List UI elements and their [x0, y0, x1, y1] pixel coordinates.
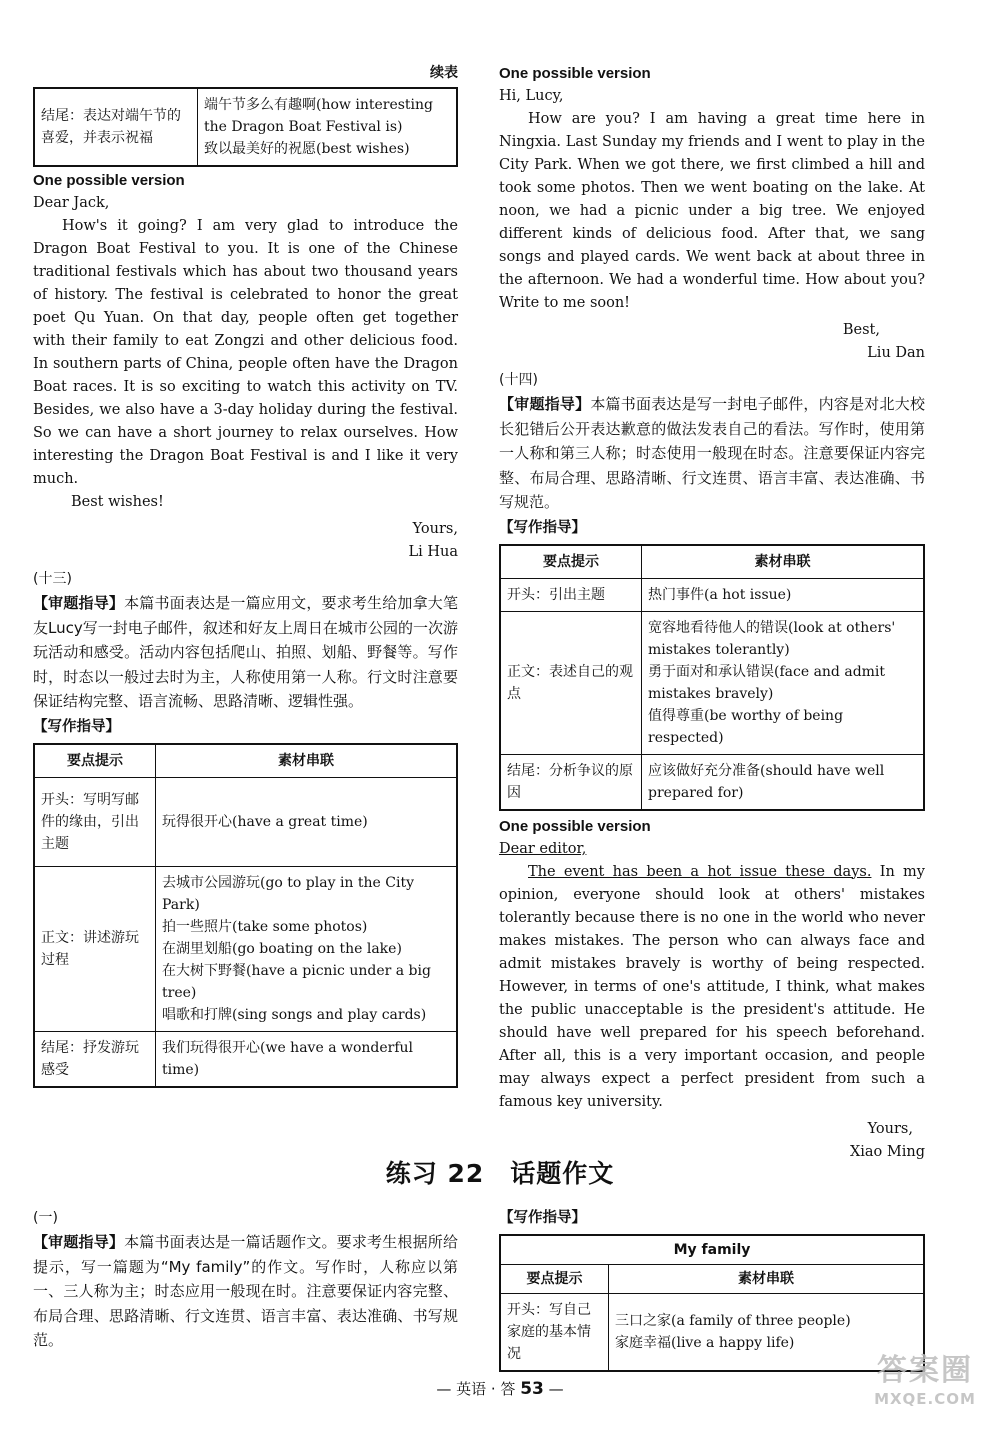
- material-line: 拍一些照片(take some photos): [162, 918, 368, 935]
- table-row: [500, 611, 924, 754]
- writing-guide-label: 【写作指导】: [499, 519, 586, 536]
- material-line: 在大树下野餐(have a picnic under a big tree): [162, 962, 431, 1001]
- material-line: 勇于面对和承认错误(face and admit mistakes bravely): [648, 663, 886, 702]
- bottom-right-column: [499, 1207, 925, 1372]
- table-material-cell: [156, 1031, 458, 1087]
- table-key-cell: 开头：写明写邮件的缘由，引出主题: [34, 777, 156, 866]
- page-footer: [0, 1378, 1000, 1401]
- section-number: (十三): [33, 571, 72, 587]
- guide-label: 【审题指导】: [33, 594, 125, 612]
- continued-table: [33, 87, 458, 167]
- material-line: 宽容地看待他人的错误(look at others' mistakes tolerantly): [648, 619, 896, 658]
- version-heading: One possible version: [499, 65, 651, 82]
- table-row: [34, 866, 457, 1031]
- review-guide: [33, 1230, 458, 1353]
- writing-guide-table: [33, 743, 458, 1088]
- material-line: 唱歌和打牌(sing songs and play cards): [162, 1006, 427, 1023]
- version-heading: One possible version: [33, 172, 185, 189]
- sign-name: Xiao Ming: [849, 1143, 925, 1160]
- material-line: 值得尊重(be worthy of being respected): [648, 707, 844, 746]
- table-row: [500, 754, 924, 810]
- table-material-cell: [198, 88, 458, 166]
- table-header-row: [500, 1265, 924, 1294]
- table-header: 素材串联: [642, 545, 925, 579]
- table-header-row: [34, 744, 457, 778]
- salutation: Hi, Lucy,: [499, 88, 564, 104]
- watermark-logo: [860, 1352, 990, 1424]
- guide-text: 本篇书面表达是一篇应用文，要求考生给加拿大笔友Lucy写一封电子邮件，叙述和好友上周日在城市公园的一次游玩活动和感受。活动内容包括爬山、拍照、划船、野餐等。写作时，时态以一般过去时为主，人称使用第一人称。行文时注意要保证结构完整、语言流畅、思路清晰、逻辑性强。: [33, 594, 458, 710]
- material-line: 去城市公园游玩(go to play in the City Park): [162, 874, 414, 913]
- section-number: (一): [33, 1210, 58, 1226]
- letter-body: In my opinion, everyone should look at others' mistakes tolerantly because there is no one in the world who never makes mistakes. The person who can always face and admit mistakes bravely is worthy of being respected. However, in terms of one's attitude, I think, what makes the public unacceptable is the president's attitude. He should have well prepared for his speech beforehand. After all, this is a very important occasion, and people may always expect a perfect president from such a famous key university.: [499, 863, 925, 1110]
- table-material-cell: [642, 754, 925, 810]
- letter-paragraph: How are you? I am having a great time here in Ningxia. Last Sunday my friends and I went to play in the City Park. When we got there, we first climbed a hill and took some photos. Then we went boating on the lake. At noon, we had a picnic under a big tree. We enjoyed different kinds of delicious food. After that, we sang songs and played cards. We went back at about three in the afternoon. We had a wonderful time. How about you? Write to me soon!: [499, 111, 925, 311]
- guide-label: 【审题指导】: [499, 395, 591, 413]
- material-line: 在湖里划船(go boating on the lake): [162, 940, 402, 957]
- material-line: 我们玩得很开心(we have a wonderful time): [162, 1039, 414, 1078]
- exercise-number: 练习 22: [385, 1159, 485, 1188]
- table-caption-row: [500, 1235, 924, 1265]
- table-key-cell: 正文：表述自己的观点: [500, 611, 642, 754]
- writing-guide-table: [499, 544, 925, 811]
- page-number: 53: [520, 1379, 544, 1399]
- section-number: (十四): [499, 372, 538, 388]
- table-row: [34, 1031, 457, 1087]
- table-key-cell: 结尾：分析争议的原因: [500, 754, 642, 810]
- material-line: 三口之家(a family of three people): [615, 1313, 851, 1329]
- sign-yours: Yours,: [867, 1120, 913, 1137]
- material-line: 玩得很开心(have a great time): [162, 813, 368, 830]
- table-material-cell: [156, 866, 458, 1031]
- exercise-topic: 话题作文: [510, 1159, 615, 1188]
- material-line: 热门事件(a hot issue): [648, 586, 792, 603]
- salutation: Dear Jack,: [33, 195, 110, 211]
- review-guide: [499, 392, 925, 515]
- letter-paragraph: How's it going? I am very glad to introduce the Dragon Boat Festival to you. It is one of the Chinese traditional festivals which has about two thousand years of history. The festival is celebrated to honor the great poet Qu Yuan. On that day, people often get together with their family to eat Zongzi and other delicious food. In southern parts of China, people often have the Dragon Boat races. It is so exciting to watch this activity on TV. Besides, we also have a 3-day holiday during the festival. So we can have a short journey to relax ourselves. How interesting the Dragon Boat Festival is and I like it very much.: [33, 218, 458, 487]
- footer-subject: — 英语 · 答: [436, 1380, 516, 1398]
- salutation: Dear editor,: [499, 840, 587, 857]
- material-line: 端午节多么有趣啊(how interesting the Dragon Boat Festival is): [204, 97, 433, 135]
- sign-yours: Yours,: [412, 521, 458, 537]
- writing-guide-label: 【写作指导】: [499, 1210, 586, 1226]
- left-column: [33, 62, 458, 1088]
- table-key-cell: 结尾：表达对端午节的喜爱，并表示祝福: [34, 88, 198, 166]
- table-header: 素材串联: [609, 1265, 925, 1294]
- watermark-bottom: MXQE.COM: [874, 1390, 976, 1408]
- table-header-row: [500, 545, 924, 579]
- table-caption: My family: [500, 1235, 924, 1265]
- right-column: [499, 62, 925, 1164]
- exercise-title: [0, 1159, 1000, 1188]
- material-line: 应该做好充分准备(should have well prepared for): [648, 762, 885, 801]
- table-header: 素材串联: [156, 744, 458, 778]
- table-key-cell: 正文：讲述游玩过程: [34, 866, 156, 1031]
- continued-label: 续表: [430, 65, 458, 81]
- writing-guide-label: 【写作指导】: [33, 718, 120, 735]
- table-key-cell: 结尾：抒发游玩感受: [34, 1031, 156, 1087]
- sign-best: Best,: [842, 322, 880, 338]
- guide-text: 本篇书面表达是写一封电子邮件，内容是对北大校长犯错后公开表达歉意的做法发表自己的看法。写作时，使用第一人称和第三人称；时态使用一般现在时态。注意要保证内容完整、布局合理、思路清晰、行文连贯、语言丰富、表达准确、书写规范。: [499, 395, 925, 511]
- letter-paragraph: [499, 861, 925, 1114]
- table-header: 要点提示: [500, 1265, 609, 1294]
- table-material-cell: [156, 777, 458, 866]
- version-heading: One possible version: [499, 817, 651, 835]
- table-material-cell: [642, 578, 925, 611]
- table-row: [500, 578, 924, 611]
- sign-name: Liu Dan: [867, 345, 925, 361]
- guide-label: 【审题指导】: [33, 1233, 125, 1251]
- table-key-cell: 开头：写自己家庭的基本情况: [500, 1294, 609, 1372]
- closing-line: Best wishes!: [71, 494, 164, 510]
- table-header: 要点提示: [34, 744, 156, 778]
- table-row: [34, 777, 457, 866]
- material-line: 家庭幸福(live a happy life): [615, 1335, 795, 1351]
- table-row: [34, 88, 457, 166]
- first-sentence: The event has been a hot issue these days.: [528, 863, 872, 880]
- bottom-left-column: [33, 1207, 458, 1353]
- table-key-cell: 开头：引出主题: [500, 578, 642, 611]
- table-material-cell: [642, 611, 925, 754]
- footer-dash: —: [548, 1380, 564, 1398]
- sign-name: Li Hua: [408, 544, 458, 560]
- guide-text: 本篇书面表达是一篇话题作文。要求考生根据所给提示，写一篇题为“My family”的作文。写作时，人称应以第一、三人称为主；时态应用一般现在时。注意要保证内容完整、布局合理、思路清晰、行文连贯、语言丰富、表达准确、书写规范。: [33, 1233, 458, 1349]
- table-header: 要点提示: [500, 545, 642, 579]
- watermark-top: 答案圈: [877, 1353, 973, 1388]
- review-guide: [33, 591, 458, 714]
- material-line: 致以最美好的祝愿(best wishes): [204, 141, 410, 157]
